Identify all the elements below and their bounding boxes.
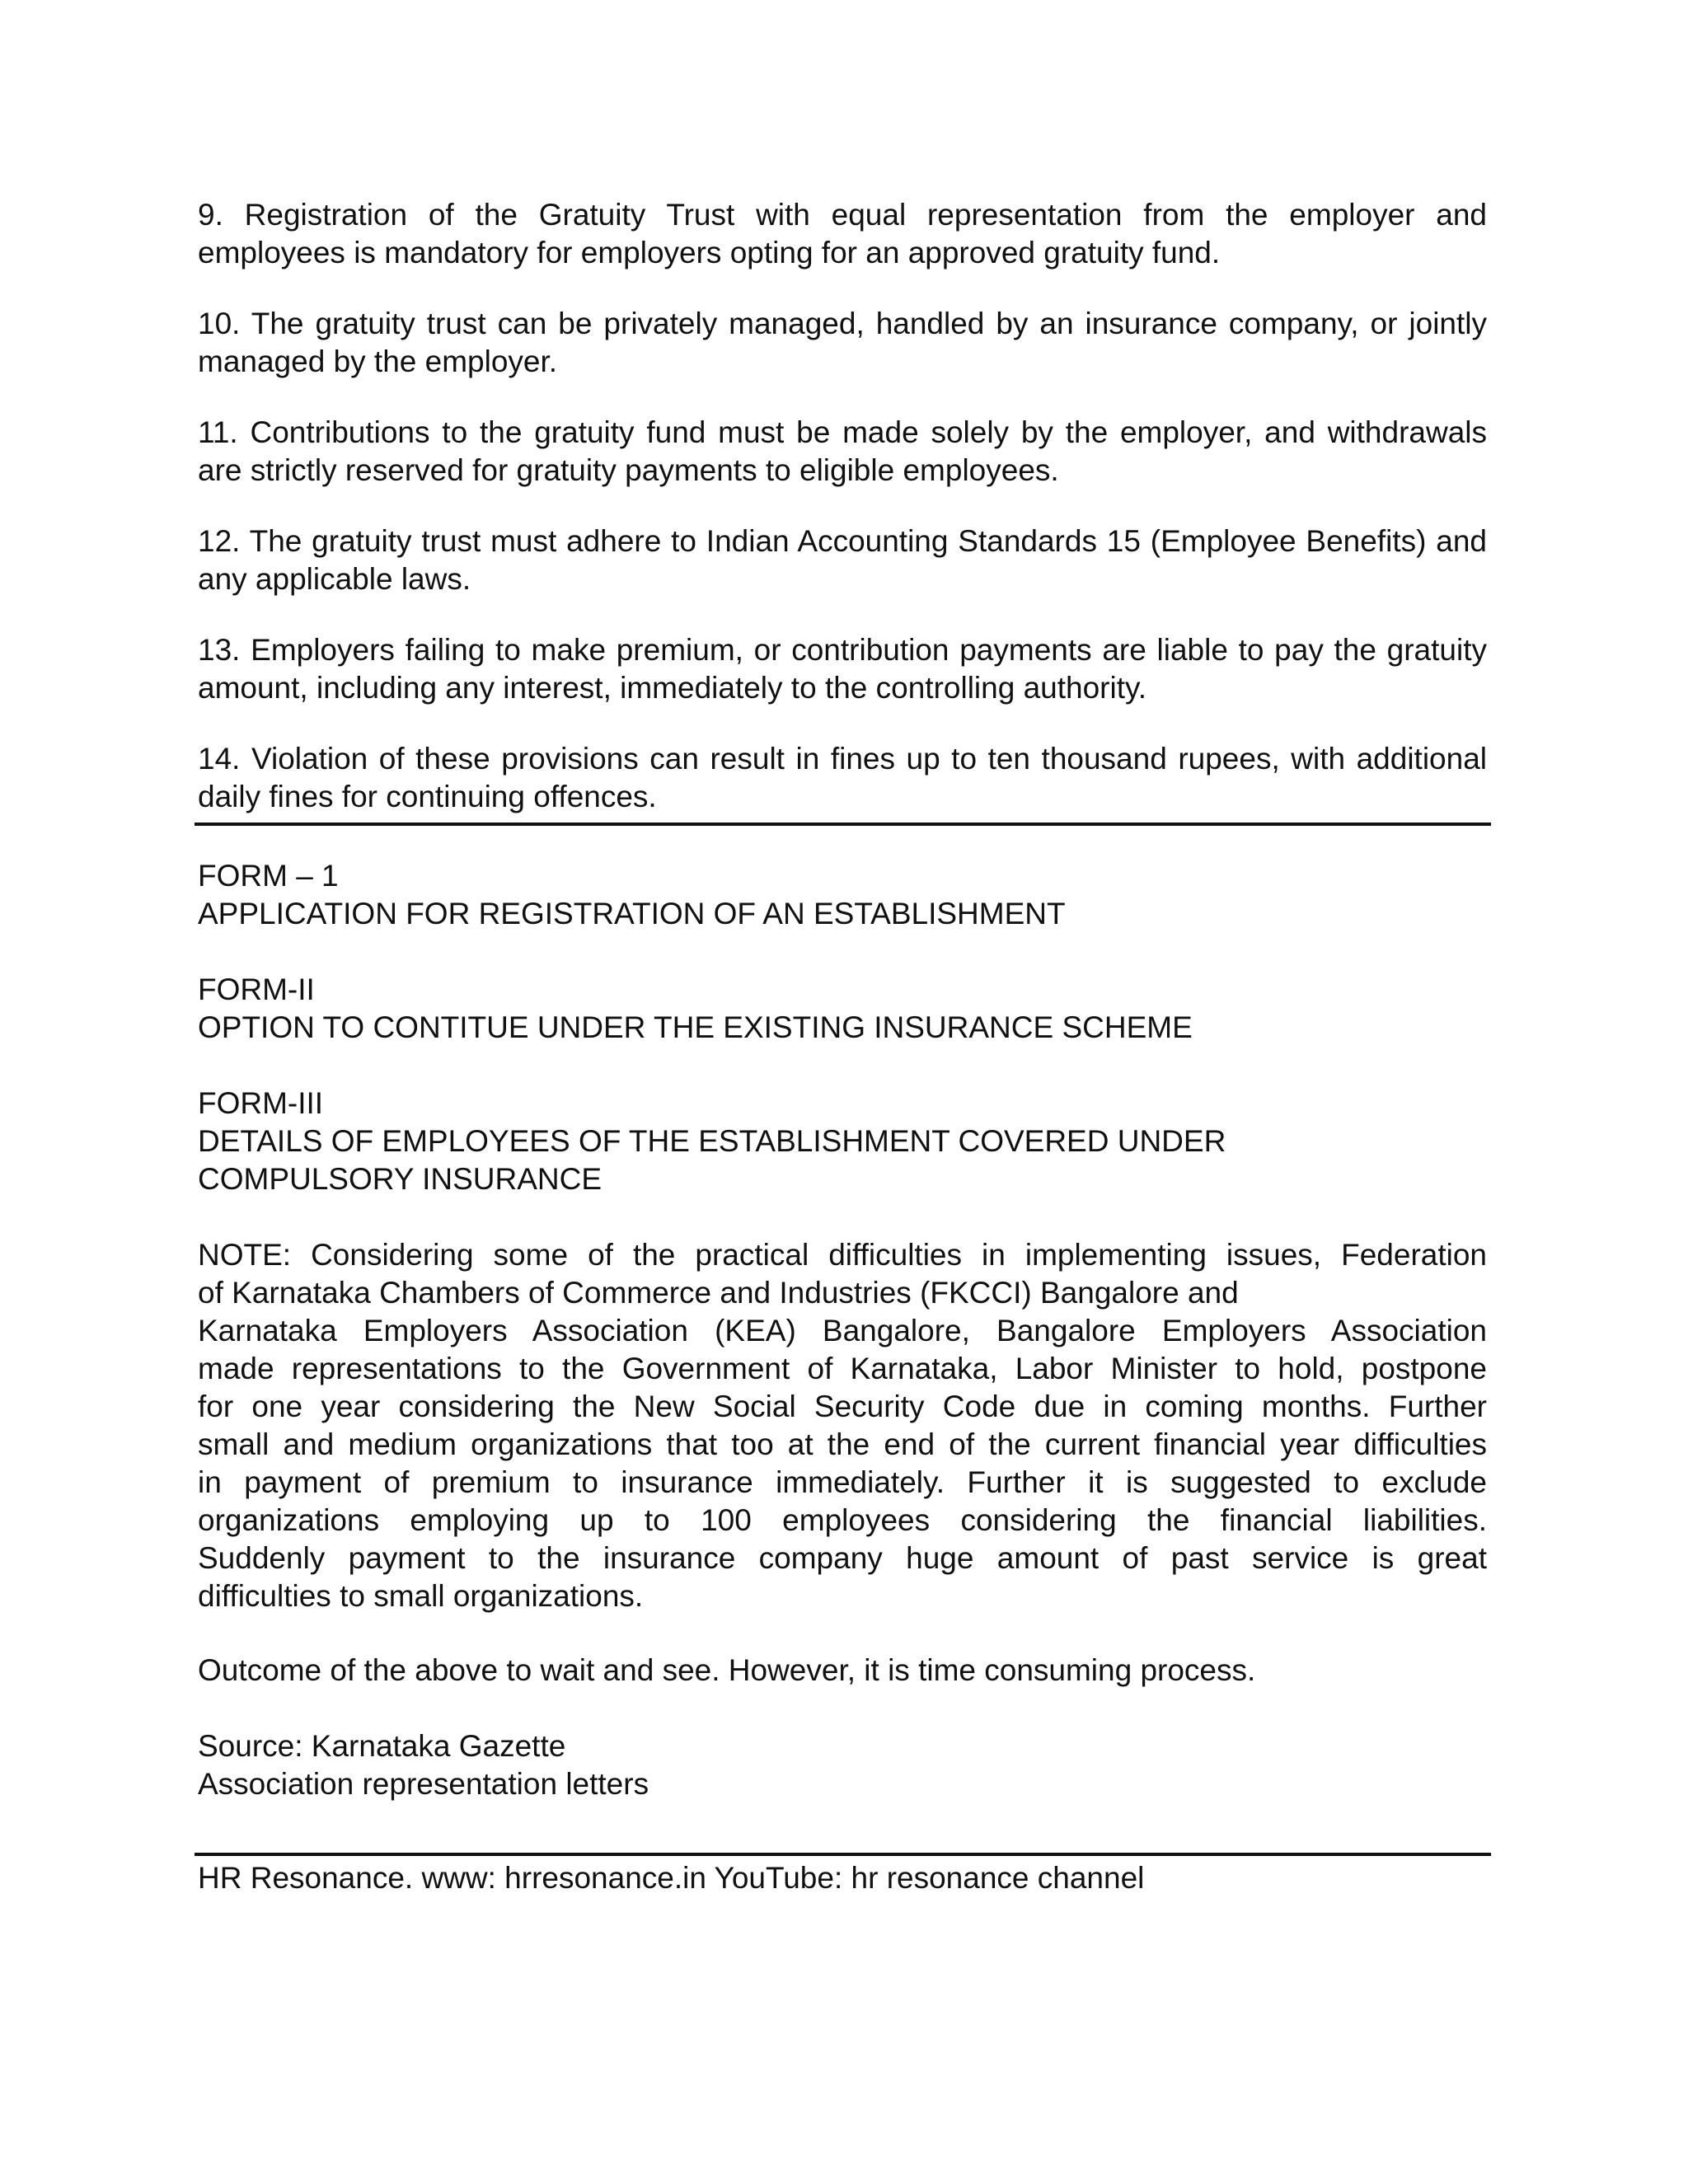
form-2-name: FORM-II	[198, 972, 315, 1006]
source-line-1: Source: Karnataka Gazette	[198, 1729, 566, 1763]
point-10: 10. The gratuity trust can be privately managed, handled by an insurance company, or jointly managed by the employer.	[198, 307, 1487, 378]
footer-divider	[195, 1853, 1491, 1856]
footer-text	[198, 1859, 1487, 1897]
form-1	[198, 857, 1487, 933]
note-line: made representations to the Government of Karnataka, Labor Minister to hold, postpone	[198, 1352, 1487, 1385]
form-3-title-line-1: DETAILS OF EMPLOYEES OF THE ESTABLISHMENT COVERED UNDER	[198, 1124, 1226, 1158]
note-paragraph	[198, 1236, 1487, 1615]
source-block	[198, 1727, 1487, 1803]
point-14: 14. Violation of these provisions can result in fines up to ten thousand rupees, with additional daily fines for continuing offences.	[198, 742, 1487, 813]
form-1-name: FORM – 1	[198, 859, 339, 893]
note-line: small and medium organizations that too at the end of the current financial year difficulties	[198, 1427, 1487, 1461]
note-line: Suddenly payment to the insurance company huge amount of past service is great	[198, 1541, 1487, 1575]
point-12: 12. The gratuity trust must adhere to Indian Accounting Standards 15 (Employee Benefits) and any applicable laws.	[198, 524, 1487, 596]
note-line: in payment of premium to insurance immediately. Further it is suggested to exclude	[198, 1465, 1487, 1499]
forms-list	[198, 857, 1487, 1236]
note-line: Karnataka Employers Association (KEA) Bangalore, Bangalore Employers Association	[198, 1314, 1487, 1347]
form-3-title-line-2: COMPULSORY INSURANCE	[198, 1162, 603, 1196]
form-1-title: APPLICATION FOR REGISTRATION OF AN ESTABLISHMENT	[198, 897, 1066, 930]
footer-line: HR Resonance. www: hrresonance.in YouTube: hr resonance channel	[198, 1861, 1145, 1895]
section-divider	[195, 823, 1491, 826]
form-3-name: FORM-III	[198, 1086, 324, 1120]
outcome-line: Outcome of the above to wait and see. However, it is time consuming process.	[198, 1653, 1256, 1687]
numbered-points	[198, 196, 1487, 816]
point-9: 9. Registration of the Gratuity Trust with equal representation from the employer and employees is mandatory for employers opting for an approved gratuity fund.	[198, 198, 1487, 269]
note-line: organizations employing up to 100 employees considering the financial liabilities.	[198, 1503, 1487, 1537]
point-11: 11. Contributions to the gratuity fund must be made solely by the employer, and withdrawals are strictly reserved for gratuity payments to eligible employees.	[198, 415, 1487, 487]
note-line: difficulties to small organizations.	[198, 1579, 644, 1613]
source-line-2: Association representation letters	[198, 1767, 649, 1801]
form-2	[198, 971, 1487, 1047]
outcome-text	[198, 1652, 1487, 1690]
note-line: for one year considering the New Social Security Code due in coming months. Further	[198, 1390, 1487, 1423]
note-line: NOTE: Considering some of the practical difficulties in implementing issues, Federation	[198, 1238, 1487, 1272]
note-line: of Karnataka Chambers of Commerce and Industries (FKCCI) Bangalore and	[198, 1276, 1239, 1310]
form-3	[198, 1085, 1487, 1198]
point-13: 13. Employers failing to make premium, or contribution payments are liable to pay the gratuity amount, including any interest, immediately to the controlling authority.	[198, 633, 1487, 705]
form-2-title: OPTION TO CONTITUE UNDER THE EXISTING INSURANCE SCHEME	[198, 1010, 1193, 1044]
